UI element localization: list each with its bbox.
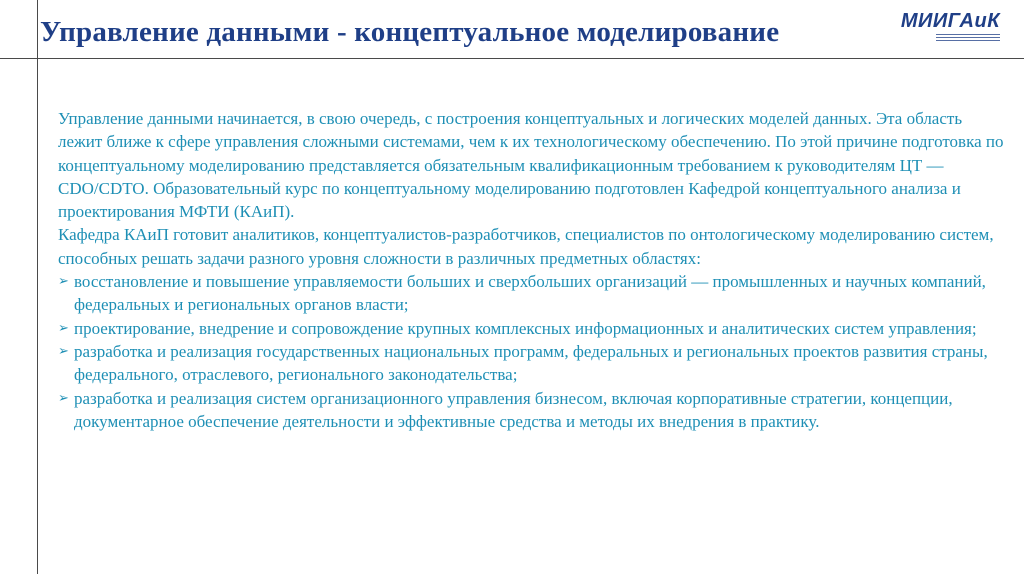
list-item	[58, 387, 1008, 434]
arrow-bullet-icon: ➢	[58, 390, 69, 406]
arrow-bullet-icon: ➢	[58, 274, 69, 290]
list-item-text: разработка и реализация систем организационного управления бизнесом, включая корпоративные стратегии, концепции, документарное обеспечение деятельности и эффективные средства и методы их внедрения в практику.	[74, 388, 953, 431]
list-item	[58, 317, 1008, 340]
arrow-bullet-icon: ➢	[58, 343, 69, 359]
header-divider-line	[0, 58, 1024, 59]
list-item	[58, 270, 1008, 317]
list-item	[58, 340, 1008, 387]
left-divider-line	[37, 0, 38, 574]
department-paragraph: Кафедра КАиП готовит аналитиков, концептуалистов-разработчиков, специалистов по онтологическому моделированию систем, способных решать задачи разного уровня сложности в различных предметных областях:	[58, 225, 994, 268]
list-item-text: восстановление и повышение управляемости больших и сверхбольших организаций — промышленных и научных компаний, федеральных и региональных органов власти;	[74, 272, 986, 315]
intro-paragraph: Управление данными начинается, в свою очередь, с построения концептуальных и логических моделей данных. Эта область лежит ближе к сфере управления сложными системами, чем к их технологическому обеспечению. По этой причине подготовка по концептуальному моделированию представляется обязательным квалификационным требованием к руководителям ЦТ — CDO/CDTO. Образовательный курс по концептуальному моделированию подготовлен Кафедрой концептуального анализа и проектирования МФТИ (КАиП).	[58, 109, 1004, 222]
logo-name: МИИГАиК	[900, 10, 1000, 32]
slide-title: Управление данными - концептуальное моделирование	[40, 16, 780, 48]
arrow-bullet-icon: ➢	[58, 320, 69, 336]
university-logo	[880, 10, 1010, 46]
list-item-text: проектирование, внедрение и сопровождение крупных комплексных информационных и аналитических систем управления;	[74, 318, 977, 338]
list-item-text: разработка и реализация государственных национальных программ, федеральных и региональных проектов развития страны, федерального, отраслевого, регионального законодательства;	[74, 341, 988, 385]
task-list	[58, 270, 1008, 433]
slide-body	[58, 107, 1008, 433]
logo-subtitle-graphic	[936, 34, 1000, 43]
